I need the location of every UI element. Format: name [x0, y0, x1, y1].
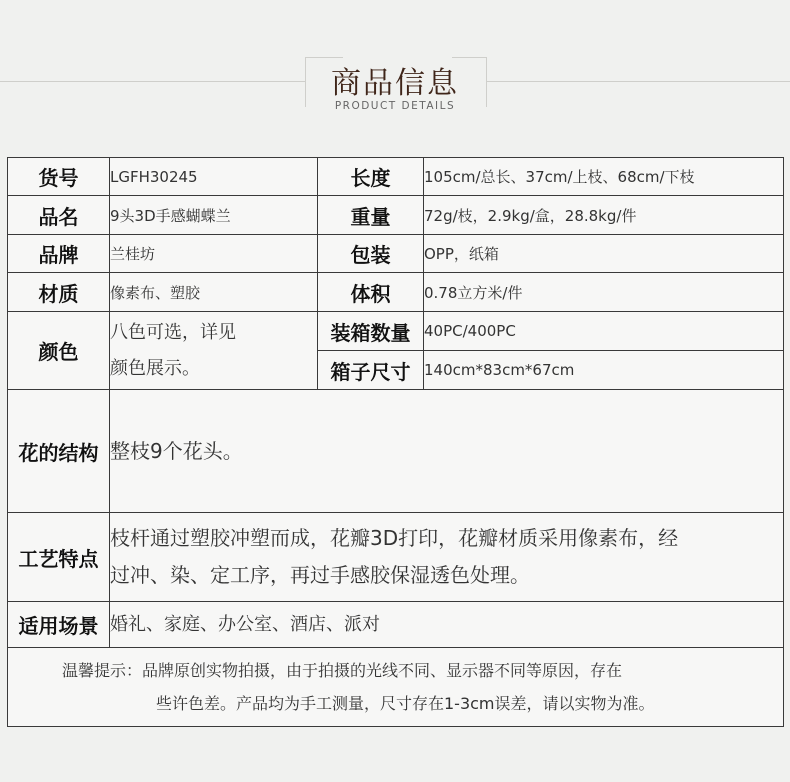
section-subtitle: PRODUCT DETAILS: [334, 100, 456, 112]
volume-value: 0.78立方米/件: [424, 273, 784, 312]
box-size-label: 箱子尺寸: [318, 351, 424, 390]
table-row: [8, 648, 784, 727]
name-label: 品名: [8, 196, 110, 235]
material-value: 像素布、塑胶: [110, 273, 318, 312]
scenes-value: 婚礼、家庭、办公室、酒店、派对: [110, 602, 784, 648]
item-no-value: LGFH30245: [110, 158, 318, 196]
brand-label: 品牌: [8, 235, 110, 273]
table-row: [8, 158, 784, 196]
table-row: [8, 235, 784, 273]
weight-label: 重量: [318, 196, 424, 235]
table-row: [8, 602, 784, 648]
craft-value-line1: 枝杆通过塑胶冲塑而成，花瓣3D打印，花瓣材质采用像素布，经: [110, 526, 679, 550]
material-label: 材质: [8, 273, 110, 312]
table-row: [8, 273, 784, 312]
notice-line1: 温馨提示：品牌原创实物拍摄，由于拍摄的光线不同、显示器不同等原因，存在: [62, 661, 623, 680]
color-value: [110, 312, 318, 390]
notice-cell: [8, 648, 784, 727]
scenes-label: 适用场景: [8, 602, 110, 648]
craft-label: 工艺特点: [8, 513, 110, 602]
length-value: 105cm/总长、37cm/上枝、68cm/下枝: [424, 158, 784, 196]
color-value-line2: 颜色展示。: [110, 357, 200, 379]
color-label: 颜色: [8, 312, 110, 390]
structure-value: 整枝9个花头。: [110, 390, 784, 513]
product-spec-table: [7, 157, 784, 727]
packaging-label: 包装: [318, 235, 424, 273]
table-row: [8, 196, 784, 235]
packing-qty-value: 40PC/400PC: [424, 312, 784, 351]
box-size-value: 140cm*83cm*67cm: [424, 351, 784, 390]
table-row: [8, 390, 784, 513]
notice-line2: 些许色差。产品均为手工测量，尺寸存在1-3cm误差，请以实物为准。: [156, 694, 655, 713]
packaging-value: OPP，纸箱: [424, 235, 784, 273]
volume-label: 体积: [318, 273, 424, 312]
craft-value: [110, 513, 784, 602]
table-row: [8, 513, 784, 602]
weight-value: 72g/枝，2.9kg/盒，28.8kg/件: [424, 196, 784, 235]
name-value: 9头3D手感蝴蝶兰: [110, 196, 318, 235]
structure-label: 花的结构: [8, 390, 110, 513]
table-row: [8, 312, 784, 351]
packing-qty-label: 装箱数量: [318, 312, 424, 351]
length-label: 长度: [318, 158, 424, 196]
item-no-label: 货号: [8, 158, 110, 196]
brand-value: 兰桂坊: [110, 235, 318, 273]
color-value-line1: 八色可选，详见: [110, 321, 236, 343]
craft-value-line2: 过冲、染、定工序，再过手感胶保湿透色处理。: [110, 563, 530, 587]
section-title: 商品信息: [331, 66, 459, 101]
